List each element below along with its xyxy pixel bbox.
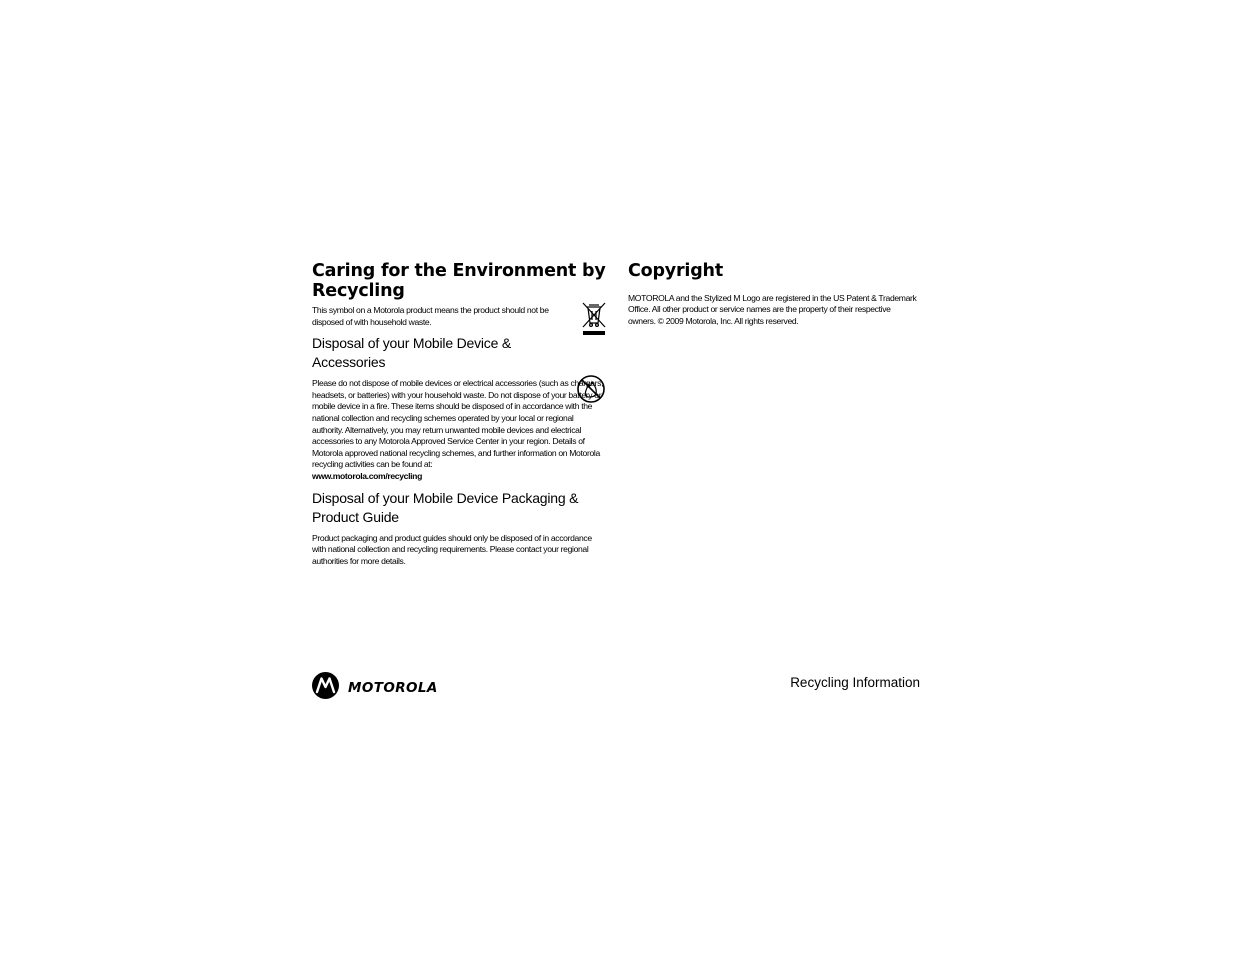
device-disposal-body: Please do not dispose of mobile devices or electrical accessories (such as chargers, headsets, or batteries) with your household waste. Do not dispose of your battery or mobile device in a fire. These items should be disposed of in accordance with the national collection and recycling schemes operated by your local or regional authority. Alternatively, you may return unwanted mobile devices and electrical accessories to any Motorola Approved Service Center in your region. Details of Motorola approved national recycling schemes, and further information on Motorola recycling activities can be found at: [312, 378, 604, 470]
device-disposal-heading: Disposal of your Mobile Device & Accessories [312, 335, 512, 371]
copyright-column [628, 262, 920, 327]
recycling-link[interactable]: www.motorola.com/recycling [312, 470, 422, 481]
device-disposal-block [312, 378, 606, 482]
packaging-disposal-text: Product packaging and product guides should only be disposed of in accordance with national collection and recycling requirements. Please contact your regional authorities for more details. [312, 532, 592, 566]
crossed-bin-icon [581, 301, 607, 342]
copyright-title: Copyright [628, 261, 723, 281]
page-section-label: Recycling Information [790, 675, 920, 690]
packaging-disposal-heading: Disposal of your Mobile Device Packaging & Product Guide [312, 489, 579, 525]
motorola-batwing-icon [312, 672, 339, 704]
no-fire-icon [576, 374, 606, 409]
weee-intro-text: This symbol on a Motorola product means the product should not be disposed of with household waste. [312, 305, 549, 327]
copyright-text: MOTOROLA and the Stylized M Logo are registered in the US Patent & Trademark Office. All other product or service names are the property of their respective owners. © 2009 Motorola, Inc. All rights reserved. [628, 292, 917, 326]
recycling-title: Caring for the Environment by Recycling [312, 261, 606, 301]
recycling-column [312, 262, 606, 567]
device-disposal-text [312, 378, 606, 482]
weee-intro-block [312, 305, 606, 328]
motorola-logo [312, 672, 438, 704]
motorola-wordmark: MOTOROLA [348, 680, 438, 696]
